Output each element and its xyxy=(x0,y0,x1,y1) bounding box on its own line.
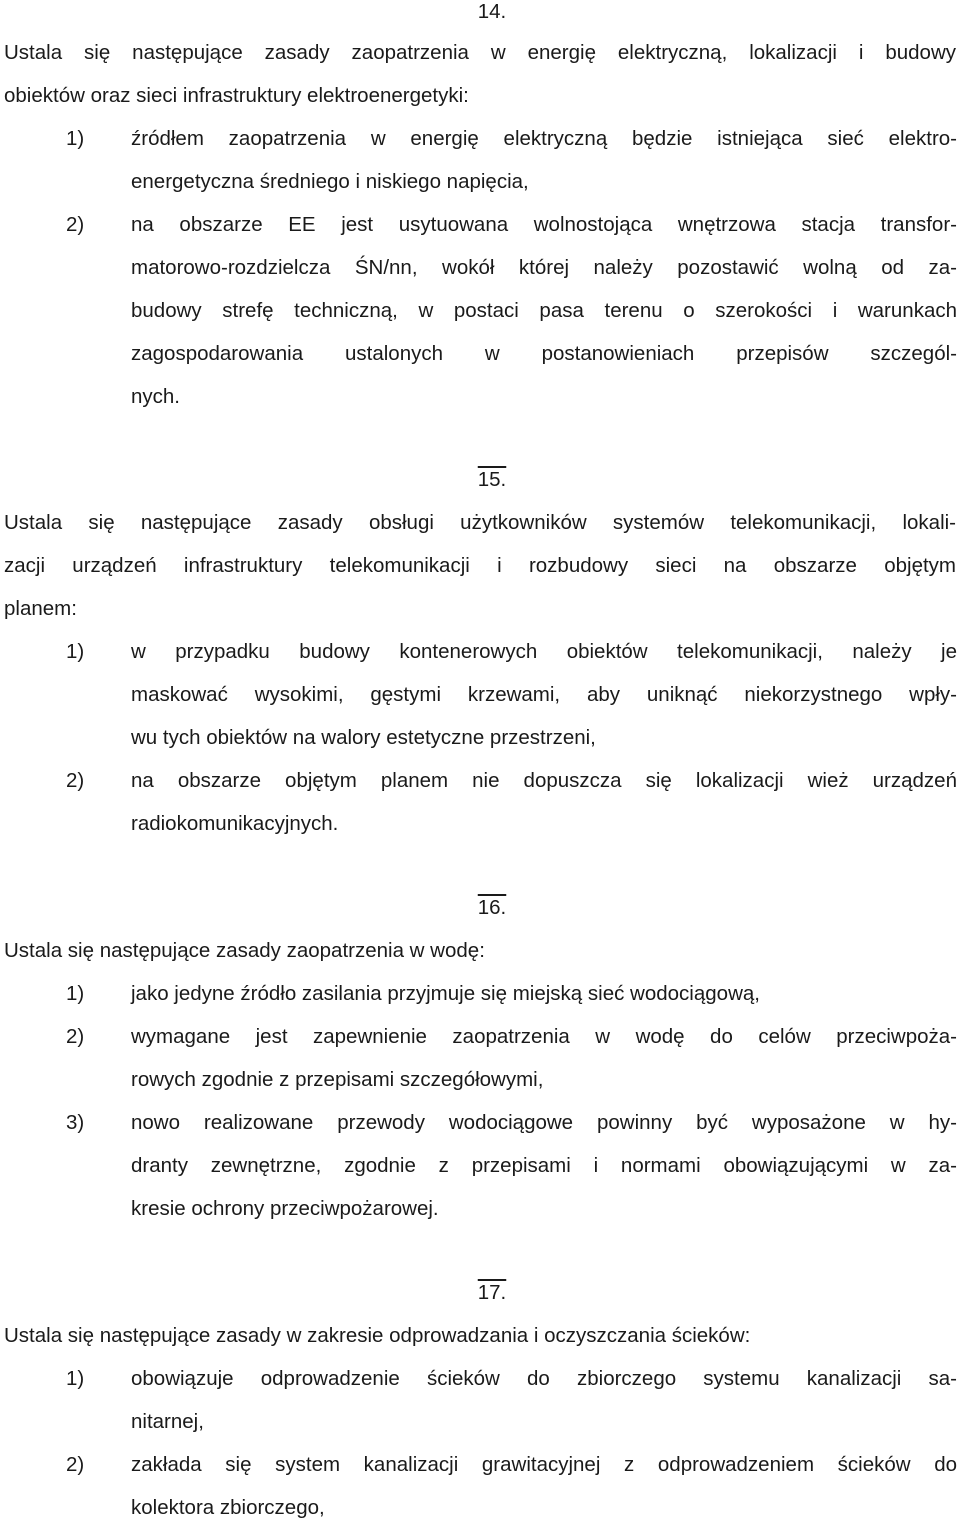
section-intro-line: zacji urządzeń infrastruktury telekomunikacji i rozbudowy sieci na obszarze objętym xyxy=(4,554,956,577)
list-item-number: 1) xyxy=(66,640,85,663)
list-item-line: radiokomunikacyjnych. xyxy=(131,812,339,835)
list-item-line: nowo realizowane przewody wodociągowe powinny być wyposażone w hy- xyxy=(131,1111,957,1134)
section-intro-line: planem: xyxy=(4,597,77,620)
section-heading xyxy=(0,1281,960,1305)
list-item-line: jako jedyne źródło zasilania przyjmuje się miejską sieć wodociągową, xyxy=(131,982,760,1005)
list-item-line: kresie ochrony przeciwpożarowej. xyxy=(131,1197,439,1220)
section-intro-line: obiektów oraz sieci infrastruktury elektroenergetyki: xyxy=(4,84,469,107)
section-heading xyxy=(0,0,960,24)
list-item-line: dranty zewnętrzne, zgodnie z przepisami i normami obowiązującymi w za- xyxy=(131,1154,957,1177)
list-item-number: 1) xyxy=(66,1367,85,1390)
section-number: 14. xyxy=(477,0,507,23)
list-item-number: 1) xyxy=(66,127,85,150)
list-item-number: 2) xyxy=(66,769,85,792)
list-item-line: wu tych obiektów na walory estetyczne przestrzeni, xyxy=(131,726,596,749)
list-item-number: 2) xyxy=(66,1025,85,1048)
list-item-line: maskować wysokimi, gęstymi krzewami, aby uniknąć niekorzystnego wpły- xyxy=(131,683,957,706)
section-number: 16. xyxy=(477,896,507,919)
list-item-line: w przypadku budowy kontenerowych obiektów telekomunikacji, należy je xyxy=(131,640,957,663)
list-item-line: obowiązuje odprowadzenie ścieków do zbiorczego systemu kanalizacji sa- xyxy=(131,1367,957,1390)
section-number: 17. xyxy=(477,1281,507,1304)
list-item-line: zagospodarowania ustalonych w postanowieniach przepisów szczegól- xyxy=(131,342,957,365)
list-item-line: nitarnej, xyxy=(131,1410,204,1433)
list-item-number: 2) xyxy=(66,1453,85,1476)
list-item-number: 1) xyxy=(66,982,85,1005)
section-heading xyxy=(0,896,960,920)
list-item-line: kolektora zbiorczego, xyxy=(131,1496,325,1519)
list-item-number: 3) xyxy=(66,1111,85,1134)
list-item-line: budowy strefę techniczną, w postaci pasa terenu o szerokości i warunkach xyxy=(131,299,957,322)
list-item-line: matorowo-rozdzielcza ŚN/nn, wokół której należy pozostawić wolną od za- xyxy=(131,256,957,279)
list-item-line: energetyczna średniego i niskiego napięcia, xyxy=(131,170,529,193)
list-item-number: 2) xyxy=(66,213,85,236)
section-intro-line: Ustala się następujące zasady w zakresie odprowadzania i oczyszczania ścieków: xyxy=(4,1324,751,1347)
section-number: 15. xyxy=(477,468,507,491)
section-intro-line: Ustala się następujące zasady zaopatrzenia w wodę: xyxy=(4,939,485,962)
list-item-line: nych. xyxy=(131,385,180,408)
list-item-line: na obszarze EE jest usytuowana wolnostojąca wnętrzowa stacja transfor- xyxy=(131,213,957,236)
section-intro-line: Ustala się następujące zasady zaopatrzenia w energię elektryczną, lokalizacji i budowy xyxy=(4,41,956,64)
section-intro-line: Ustala się następujące zasady obsługi użytkowników systemów telekomunikacji, lokali- xyxy=(4,511,956,534)
list-item-line: rowych zgodnie z przepisami szczegółowymi, xyxy=(131,1068,544,1091)
list-item-line: na obszarze objętym planem nie dopuszcza się lokalizacji wież urządzeń xyxy=(131,769,957,792)
list-item-line: zakłada się system kanalizacji grawitacyjnej z odprowadzeniem ścieków do xyxy=(131,1453,957,1476)
section-heading xyxy=(0,468,960,492)
list-item-line: wymagane jest zapewnienie zaopatrzenia w wodę do celów przeciwpoża- xyxy=(131,1025,957,1048)
list-item-line: źródłem zaopatrzenia w energię elektryczną będzie istniejąca sieć elektro- xyxy=(131,127,957,150)
